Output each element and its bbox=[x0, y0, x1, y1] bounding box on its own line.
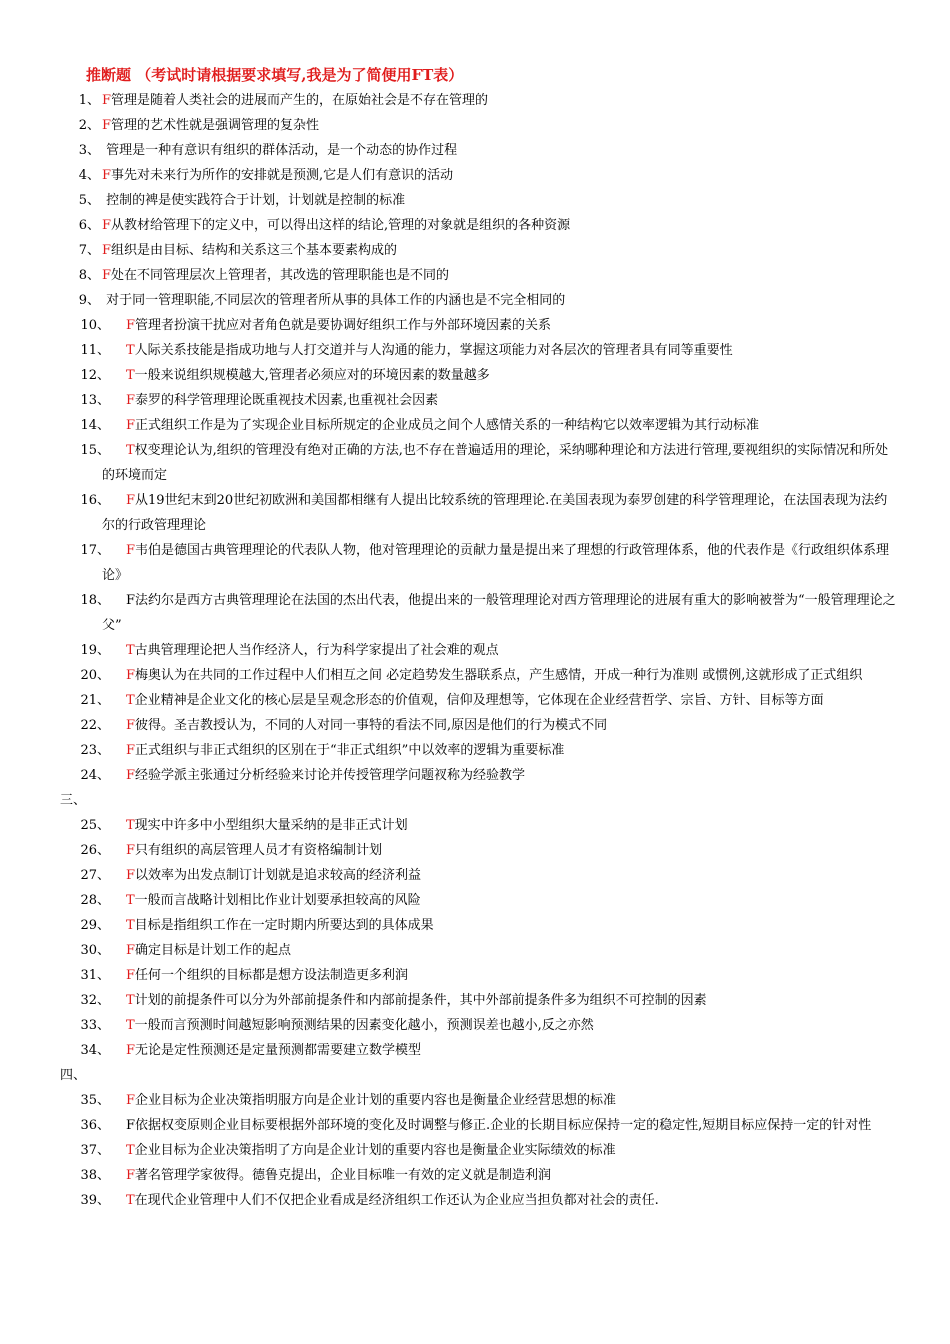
question-text: 以效率为出发点制订计划就是追求较高的经济利益 bbox=[135, 868, 422, 883]
question-number: 25、 bbox=[80, 818, 110, 833]
question-text: 任何一个组织的目标都是想方设法制造更多利润 bbox=[135, 968, 409, 983]
question-body bbox=[102, 888, 900, 913]
question-number: 34、 bbox=[80, 1043, 110, 1058]
question-text: 正式组织与非正式组织的区别在于“非正式组织”中以效率的逻辑为重要标准 bbox=[135, 743, 565, 758]
question-text: 企业目标为企业决策指明服方向是企业计划的重要内容也是衡量企业经营思想的标准 bbox=[135, 1093, 617, 1108]
answer-mark: F bbox=[102, 168, 112, 183]
question-number: 17、 bbox=[80, 543, 110, 558]
question-body bbox=[102, 638, 900, 663]
question-text: 对于同一管理职能,不同层次的管理者所从事的具体工作的内涵也是不完全相同的 bbox=[102, 293, 566, 308]
question-text: 泰罗的科学管理理论既重视技术因素,也重视社会因素 bbox=[135, 393, 439, 408]
question-body bbox=[102, 313, 900, 338]
question-item bbox=[60, 638, 900, 663]
answer-mark: T bbox=[126, 643, 135, 658]
answer-mark: F bbox=[126, 418, 136, 433]
question-body bbox=[102, 538, 900, 588]
answer-mark: F bbox=[126, 768, 136, 783]
question-text: 权变理论认为,组织的管理没有绝对正确的方法,也不存在普遍适用的理论，采纳哪种理论和方法进行管理,要视组织的实际情况和所处的环境而定 bbox=[102, 443, 889, 483]
question-body bbox=[102, 763, 900, 788]
question-number: 26、 bbox=[80, 843, 110, 858]
answer-mark: T bbox=[126, 1018, 135, 1033]
question-text: 管理是一种有意识有组织的群体活动，是一个动态的协作过程 bbox=[102, 143, 458, 158]
question-text: F依据权变原则企业目标要根据外部环境的变化及时调整与修正.企业的长期目标应保持一定的稳定性,短期目标应保持一定的针对性 bbox=[126, 1118, 872, 1133]
question-item bbox=[60, 838, 900, 863]
question-body bbox=[102, 338, 900, 363]
answer-mark: T bbox=[126, 893, 135, 908]
question-text: F法约尔是西方古典管理理论在法国的杰出代表，他提出来的一般管理理论对西方管理理论的进展有重大的影响被誉为“一般管理理论之父” bbox=[102, 593, 896, 633]
answer-mark: F bbox=[126, 393, 136, 408]
answer-mark: T bbox=[126, 368, 135, 383]
question-number: 9、 bbox=[78, 293, 100, 308]
question-number: 16、 bbox=[80, 493, 110, 508]
question-number: 28、 bbox=[80, 893, 110, 908]
question-number: 32、 bbox=[80, 993, 110, 1008]
question-body bbox=[102, 1038, 900, 1063]
question-number: 24、 bbox=[80, 768, 110, 783]
question-text: 人际关系技能是指成功地与人打交道并与人沟通的能力，掌握这项能力对各层次的管理者具有同等重要性 bbox=[134, 343, 733, 358]
question-item bbox=[60, 113, 900, 138]
question-item bbox=[60, 863, 900, 888]
question-body bbox=[102, 713, 900, 738]
question-text: 企业目标为企业决策指明了方向是企业计划的重要内容也是衡量企业实际绩效的标准 bbox=[134, 1143, 616, 1158]
question-item bbox=[60, 313, 900, 338]
question-number: 10、 bbox=[80, 318, 110, 333]
question-item bbox=[60, 763, 900, 788]
question-text: 企业精神是企业文化的核心层是呈观念形态的价值观，信仰及理想等，它体现在企业经营哲学、宗旨、方针、目标等方面 bbox=[134, 693, 824, 708]
question-item bbox=[60, 1188, 900, 1213]
answer-mark: F bbox=[126, 718, 136, 733]
question-text: 从19世纪末到20世纪初欧洲和美国都相继有人提出比较系统的管理理论.在美国表现为泰罗创建的科学管理理论，在法国表现为法约尔的行政管理理论 bbox=[102, 493, 888, 533]
answer-mark: F bbox=[126, 318, 136, 333]
question-item bbox=[60, 1138, 900, 1163]
question-body bbox=[102, 813, 900, 838]
question-number: 8、 bbox=[78, 268, 100, 283]
question-text: 一般而言预测时间越短影响预测结果的因素变化越小，预测误差也越小,反之亦然 bbox=[134, 1018, 594, 1033]
question-text: 管理者扮演干扰应对者角色就是要协调好组织工作与外部环境因素的关系 bbox=[135, 318, 552, 333]
question-body bbox=[101, 213, 900, 238]
answer-mark: F bbox=[126, 968, 136, 983]
question-item bbox=[60, 288, 900, 313]
question-number: 13、 bbox=[80, 393, 110, 408]
question-text: 确定目标是计划工作的起点 bbox=[135, 943, 292, 958]
question-item bbox=[60, 588, 900, 638]
question-item bbox=[60, 538, 900, 588]
answer-mark: F bbox=[126, 843, 136, 858]
question-number: 23、 bbox=[80, 743, 110, 758]
question-number: 30、 bbox=[80, 943, 110, 958]
answer-mark: F bbox=[126, 1043, 136, 1058]
question-body bbox=[102, 1013, 900, 1038]
answer-mark: T bbox=[126, 1193, 135, 1208]
question-item bbox=[60, 1088, 900, 1113]
answer-mark: T bbox=[126, 993, 135, 1008]
question-body bbox=[102, 688, 900, 713]
question-item bbox=[60, 213, 900, 238]
question-text: 目标是指组织工作在一定时期内所要达到的具体成果 bbox=[134, 918, 434, 933]
question-body bbox=[101, 238, 900, 263]
question-item bbox=[60, 1163, 900, 1188]
question-item bbox=[60, 263, 900, 288]
question-body bbox=[102, 738, 900, 763]
question-text: 现实中许多中小型组织大量采纳的是非正式计划 bbox=[134, 818, 408, 833]
question-item bbox=[60, 913, 900, 938]
answer-mark: T bbox=[126, 343, 135, 358]
question-text: 控制的裨是使实践符合于计划，计划就是控制的标准 bbox=[102, 193, 406, 208]
question-number: 18、 bbox=[80, 593, 110, 608]
question-item bbox=[60, 238, 900, 263]
question-text: 从教材给管理下的定义中，可以得出这样的结论,管理的对象就是组织的各种资源 bbox=[111, 218, 571, 233]
page-title: 推断题 （考试时请根据要求填写,我是为了简便用FT表） bbox=[86, 66, 464, 84]
question-body bbox=[102, 488, 900, 538]
question-text: 梅奥认为在共同的工作过程中人们相互之间 必定趋势发生器联系点，产生感情，开成一种行为准则 或惯例,这就形成了正式组织 bbox=[135, 668, 863, 683]
question-number: 27、 bbox=[80, 868, 110, 883]
section-heading: 三、 bbox=[60, 793, 87, 808]
question-text: 组织是由目标、结构和关系这三个基本要素构成的 bbox=[111, 243, 398, 258]
question-item bbox=[60, 388, 900, 413]
answer-mark: T bbox=[126, 918, 135, 933]
question-number: 35、 bbox=[80, 1093, 110, 1108]
question-item bbox=[60, 88, 900, 113]
question-item bbox=[60, 1113, 900, 1138]
answer-mark: F bbox=[102, 218, 112, 233]
question-body bbox=[102, 938, 900, 963]
question-item bbox=[60, 138, 900, 163]
answer-mark: F bbox=[126, 668, 136, 683]
question-item bbox=[60, 338, 900, 363]
question-item bbox=[60, 713, 900, 738]
question-text: 事先对未来行为所作的安排就是预测,它是人们有意识的活动 bbox=[111, 168, 454, 183]
question-number: 15、 bbox=[80, 443, 110, 458]
question-text: 在现代企业管理中人们不仅把企业看成是经济组织工作还认为企业应当担负都对社会的责任. bbox=[134, 1193, 659, 1208]
question-number: 37、 bbox=[80, 1143, 110, 1158]
question-body bbox=[102, 838, 900, 863]
question-text: 一般来说组织规模越大,管理者必须应对的环境因素的数量越多 bbox=[134, 368, 490, 383]
answer-mark: F bbox=[102, 268, 112, 283]
question-item bbox=[60, 413, 900, 438]
question-number: 31、 bbox=[80, 968, 110, 983]
question-text: 管理是随着人类社会的进展而产生的，在原始社会是不存在管理的 bbox=[111, 93, 489, 108]
answer-mark: F bbox=[126, 1168, 136, 1183]
question-item bbox=[60, 663, 900, 688]
answer-mark: F bbox=[102, 118, 112, 133]
answer-mark: F bbox=[102, 243, 112, 258]
question-number: 38、 bbox=[80, 1168, 110, 1183]
question-item bbox=[60, 1013, 900, 1038]
question-text: 韦伯是德国古典管理理论的代表队人物，他对管理理论的贡献力量是提出来了理想的行政管理体系，他的代表作是《行政组织体系理论》 bbox=[102, 543, 890, 583]
question-text: 处在不同管理层次上管理者，其改选的管理职能也是不同的 bbox=[111, 268, 450, 283]
question-number: 36、 bbox=[80, 1118, 110, 1133]
question-item bbox=[60, 188, 900, 213]
answer-mark: F bbox=[126, 543, 136, 558]
question-item bbox=[60, 438, 900, 488]
question-number: 5、 bbox=[78, 193, 100, 208]
question-number: 2、 bbox=[78, 118, 100, 133]
question-item bbox=[60, 888, 900, 913]
answer-mark: F bbox=[126, 743, 136, 758]
question-number: 21、 bbox=[80, 693, 110, 708]
question-item bbox=[60, 163, 900, 188]
question-body bbox=[101, 138, 900, 163]
answer-mark: T bbox=[126, 693, 135, 708]
question-number: 19、 bbox=[80, 643, 110, 658]
question-body bbox=[102, 863, 900, 888]
question-body bbox=[102, 988, 900, 1013]
question-body bbox=[101, 163, 900, 188]
question-number: 11、 bbox=[80, 343, 110, 358]
answer-mark: F bbox=[126, 943, 136, 958]
question-number: 4、 bbox=[78, 168, 100, 183]
question-item bbox=[60, 738, 900, 763]
question-body bbox=[102, 438, 900, 488]
question-body bbox=[102, 388, 900, 413]
question-item bbox=[60, 988, 900, 1013]
question-item bbox=[60, 688, 900, 713]
question-number: 20、 bbox=[80, 668, 110, 683]
question-body bbox=[102, 1138, 900, 1163]
question-number: 12、 bbox=[80, 368, 110, 383]
answer-mark: T bbox=[126, 443, 135, 458]
question-text: 管理的艺术性就是强调管理的复杂性 bbox=[111, 118, 320, 133]
answer-mark: F bbox=[102, 93, 112, 108]
question-body bbox=[102, 363, 900, 388]
question-body bbox=[101, 288, 900, 313]
question-text: 只有组织的高层管理人员才有资格编制计划 bbox=[135, 843, 383, 858]
question-number: 22、 bbox=[80, 718, 110, 733]
question-body bbox=[101, 263, 900, 288]
question-item bbox=[60, 963, 900, 988]
question-text: 经验学派主张通过分析经验来讨论并传授管理学问题衩称为经验教学 bbox=[135, 768, 526, 783]
question-body bbox=[102, 913, 900, 938]
question-body bbox=[101, 188, 900, 213]
question-body bbox=[102, 963, 900, 988]
answer-mark: F bbox=[126, 493, 136, 508]
question-body bbox=[102, 1113, 900, 1138]
question-number: 6、 bbox=[78, 218, 100, 233]
question-body bbox=[101, 88, 900, 113]
question-number: 33、 bbox=[80, 1018, 110, 1033]
question-item bbox=[60, 363, 900, 388]
question-text: 计划的前提条件可以分为外部前提条件和内部前提条件，其中外部前提条件多为组织不可控制的因素 bbox=[134, 993, 707, 1008]
question-item bbox=[60, 938, 900, 963]
question-body bbox=[102, 1163, 900, 1188]
answer-mark: F bbox=[126, 868, 136, 883]
question-item bbox=[60, 488, 900, 538]
question-body bbox=[102, 1188, 900, 1213]
question-text: 正式组织工作是为了实现企业目标所规定的企业成员之间个人感情关系的一种结构它以效率逻辑为其行动标准 bbox=[135, 418, 760, 433]
question-text: 无论是定性预测还是定量预测都需要建立数学模型 bbox=[135, 1043, 422, 1058]
question-number: 14、 bbox=[80, 418, 110, 433]
answer-mark: T bbox=[126, 818, 135, 833]
question-body bbox=[102, 1088, 900, 1113]
question-number: 29、 bbox=[80, 918, 110, 933]
question-item bbox=[60, 813, 900, 838]
question-text: 古典管理理论把人当作经济人，行为科学家提出了社会难的观点 bbox=[134, 643, 499, 658]
question-number: 3、 bbox=[78, 143, 100, 158]
question-body bbox=[101, 113, 900, 138]
answer-mark: F bbox=[126, 1093, 136, 1108]
question-body bbox=[102, 663, 900, 688]
question-text: 彼得。圣吉教授认为，不同的人对同一事特的看法不同,原因是他们的行为模式不同 bbox=[135, 718, 608, 733]
answer-mark: T bbox=[126, 1143, 135, 1158]
question-number: 7、 bbox=[78, 243, 100, 258]
section-heading: 四、 bbox=[60, 1068, 87, 1083]
question-body bbox=[102, 413, 900, 438]
question-body bbox=[102, 588, 900, 638]
question-item bbox=[60, 1038, 900, 1063]
question-number: 1、 bbox=[78, 93, 100, 108]
question-list bbox=[60, 88, 900, 1213]
question-number: 39、 bbox=[80, 1193, 110, 1208]
question-text: 一般而言战略计划相比作业计划要承担较高的风险 bbox=[134, 893, 421, 908]
question-text: 著名管理学家彼得。德鲁克提出，企业目标唯一有效的定义就是制造利润 bbox=[135, 1168, 552, 1183]
